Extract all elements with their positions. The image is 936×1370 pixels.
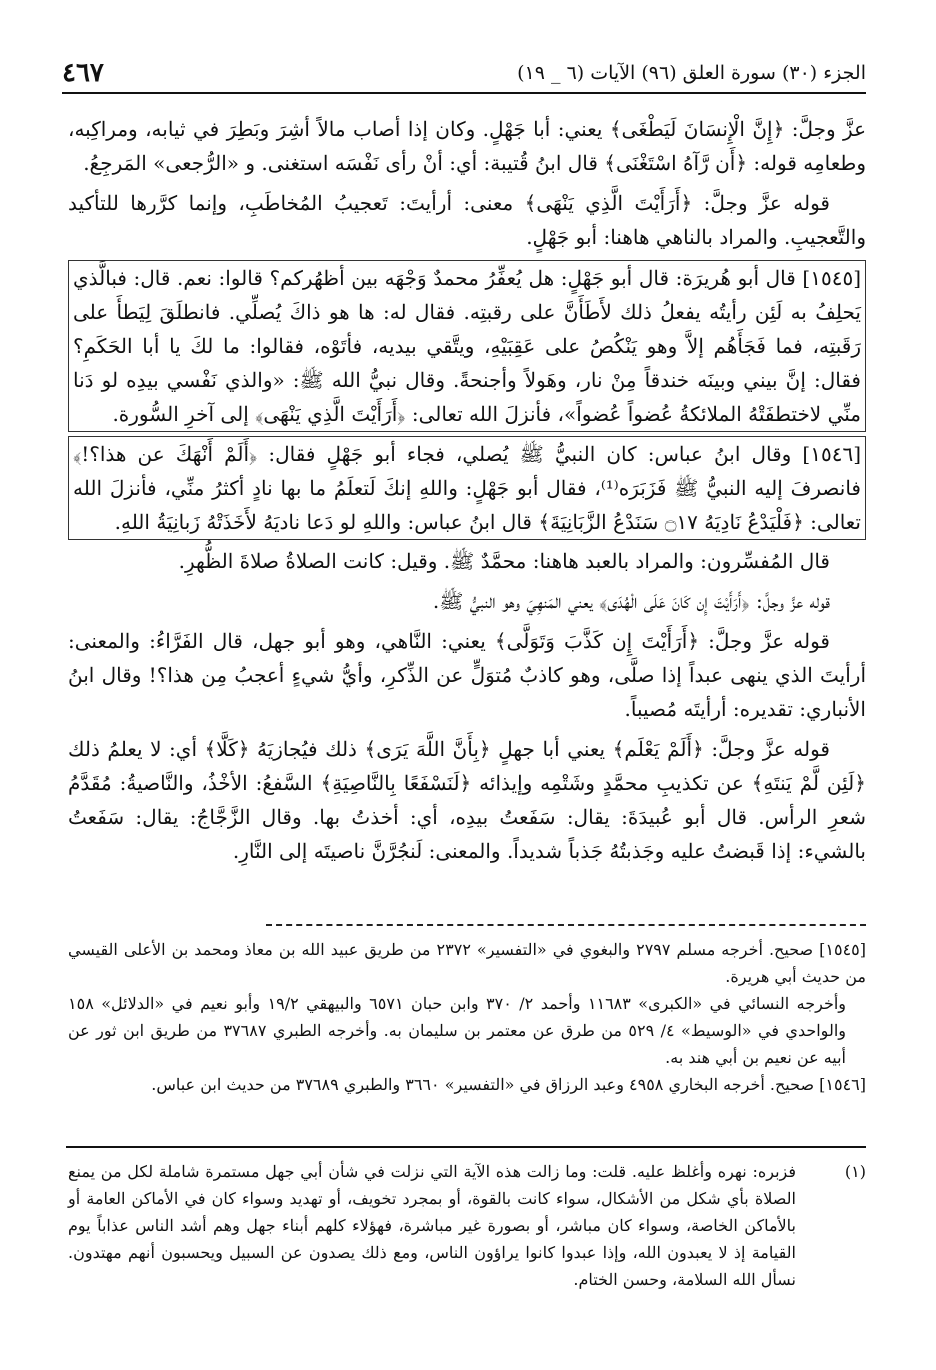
references-divider	[266, 924, 866, 926]
footnote-number: (١)	[844, 1162, 866, 1181]
page-header	[62, 58, 866, 90]
reference-entry: [١٥٤٦] صحيح. أخرجه البخاري ٤٩٥٨ وعبد الرزاق في «التفسير» ٣٦٦٠ والطبري ٣٧٦٨٩ من حديث ابن عباس.	[151, 1075, 866, 1094]
paragraph: قوله عزَّ وجلَّ: ﴿أَرَأَيْتَ إِن كَذَّبَ وَتَوَلَّى﴾ يعني: النَّاهي، وهو أبو جهل، قال الفَرَّاءُ: والمعنى: أرأيتَ الذي ينهى عبداً إذا صلَّى، وهو كاذبٌ مُتوَلٍّ عن الذِّكرِ، وأيُّ شيءٍ أعجبُ مِن هذا؟! وقال ابنُ الأنباري: تقديره: أرأيتَه مُصيباً.	[68, 629, 866, 721]
paragraph: قال المُفسِّرون: والمراد بالعبد هاهنا: محمَّدٌ ﷺ. وقيل: كانت الصلاةُ صلاةَ الظُّهرِ.	[178, 549, 830, 573]
reference-entry: [١٥٤٥] صحيح. أخرجه مسلم ٢٧٩٧ والبغوي في «التفسير» ٢٣٧٢ من طريق عبيد الله بن معاذ ومحمد بن الأعلى القيسي من حديث أبي هريرة.	[68, 940, 867, 986]
paragraph: قوله عزَّ وجلَّ: ﴿أَلَمْ يَعْلَم﴾ يعني أبا جهلٍ ﴿بِأَنَّ اللَّهَ يَرَى﴾ ذلك فيُجازيَهُ ﴿كَلَّا﴾ أي: لا يعلمُ ذلك ﴿لَئِن لَّمْ يَنتَهِ﴾ عن تكذيبِ محمَّدٍ وشَتْمِه وإيذائه ﴿لَنَسْفَعًا بِالنَّاصِيَةِ﴾ السَّفعُ: الأخْذُ، والنَّاصيةُ: مُقَدَّمُ شعرِ الرأس. قال أبو عُبيدَةَ: يقال: سَفَعتُ بيدِه، أي: أخذتُ بها. وقال الزَّجَّاجُ: يقال: سَفَعتُ بالشيء: إذا قَبضتُ عليه وجَذبتُهُ جَذباً شديداً. والمعنى: لَنجُرَّنَّ ناصيتَه إلى النَّارِ.	[68, 737, 866, 863]
running-title: الجزء (٣٠) سورة العلق (٩٦) الآيات (٦ _ ١٩)	[517, 62, 866, 84]
main-text	[68, 112, 866, 874]
paragraph: قوله عزَّ وجلَّ: ﴿أَرَأَيْتَ الَّذِي يَنْهَى﴾ معنى: أرأيتَ: تَعجيبُ المُخاطَبِ، وإنما كرَّرها للتأكيد والتَّعجيبِ. والمراد بالناهي هاهنا: أبو جَهْلٍ.	[68, 191, 866, 249]
paragraph: عزَّ وجلَّ: ﴿إِنَّ الْإِنسَانَ لَيَطْغَى﴾ يعني: أبا جَهْلٍ. وكان إذا أصاب مالاً أشِرَ وبَطِرَ في ثيابه، ومراكِبه، وطعامِه قوله: ﴿أَن رَّآهُ اسْتَغْنَى﴾ قال ابنُ قُتيبة: أي: أنْ رأى نَفْسَه استغنى. و «الرُّجعى» المَرجِعُ.	[68, 117, 866, 175]
hadith-paragraph: [١٥٤٥] قال أبو هُريرَة: قال أبو جَهْلٍ: هل يُعفِّرُ محمدٌ وَجْهَه بين أظهُركم؟ قالوا: نعم. قال: فبالَّذي يَحلِفُ به لَئِن رأيتُه يفعلُ ذلك لأَطَأَنَّ على رقبتِه. فقال له: ها هو ذاكَ يُصلِّي. فانطلَقَ لِيَطأَ على رَقَبتِه، فما فَجَأَهُم إلاَّ وهو يَنْكُصُ على عَقِبَيْهِ، ويتَّقي بيديه، فأتَوْه، فقالوا: ما لكَ يا أبا الحَكَمِ؟ فقال: إنَّ بيني وبينَه خندقاً مِنْ نار، وهَولاً وأجنحةً. وقال نبيُّ الله ﷺ: «والذي نَفْسي بيدِه لو دَنا منِّي لاختطفَتْهُ الملائكةُ عُضواً عُضواً»، فأنزلَ الله تعالى: ﴿أَرَأَيْتَ الَّذِي يَنْهَى﴾ إلى آخرِ السُّورة.	[68, 260, 866, 432]
footnote	[68, 1158, 866, 1293]
paragraph: قوله عزَّ وجلَّ: ﴿أَرَأَيْتَ إِن كَانَ عَلَى الْهُدَى﴾ يعني المَنهِيَ وهو النبيُّ ﷺ.	[432, 589, 830, 613]
reference-entry: وأخرجه النسائي في «الكبرى» ١١٦٨٣ وأحمد ٢/ ٣٧٠ وابن حبان ٦٥٧١ والبيهقي ١٩/٢ وأبو نعيم في «الدلائل» ١٥٨ والواحدي في «الوسيط» ٤/ ٥٢٩ من طرق عن معتمر بن سليمان به. وأخرجه الطبري ٣٧٦٨٧ من طريق ابن ثور عن أبيه عن نعيم بن أبي هند به.	[68, 994, 847, 1067]
footnote-divider	[66, 1146, 866, 1148]
page-number: ٤٦٧	[62, 58, 104, 88]
footnote-text: فزبره: نهره وأغلظ عليه. قلت: وما زالت هذه الآية التي نزلت في شأن أبي جهل مستمرة شاملة لكل من يمنع الصلاة بأي شكل من الأشكال، سواء كانت بالقوة، أو بمجرد تخويف، أو تهديد وسواء كان في الأماكن العامة أو بالأماكن الخاصة، وسواء كان مباشر، أو بصورة غير مباشرة، فهؤلاء كلهم أبناء جهل وهم أشد الناس عذاباً يوم القيامة إذ لا يعبدون الله، وإذا عبدوا كانوا يراؤون الناس، ومع ذلك يصدون عن السبيل ويحسبون أنهم مهتدون. نسأل الله السلامة، وحسن الختام.	[68, 1162, 796, 1289]
hadith-references	[68, 936, 866, 1098]
header-rule	[62, 92, 866, 94]
hadith-paragraph: [١٥٤٦] وقال ابنُ عباس: كان النبيُّ ﷺ يُصلي، فجاء أبو جَهْلٍ فقال: ﴿أَلَمْ أَنْهَكَ عن هذا؟!﴾ فانصرفَ إليه النبيُّ ﷺ فَزَبَرَه⁽¹⁾، فقال أبو جَهْلٍ: واللهِ إنكَ لَتعلَمُ ما بها نادٍ أكثرُ منِّي، فأنزلَ الله تعالى: ﴿فَلْيَدْعُ نَادِيَهُ ۝١٧ سَنَدْعُ الزَّبَانِيَةَ﴾ قال ابنُ عباس: واللهِ لو دَعا ناديَهُ لأَخَذَتْهُ زَبانِيَةُ اللهِ.	[68, 436, 866, 540]
